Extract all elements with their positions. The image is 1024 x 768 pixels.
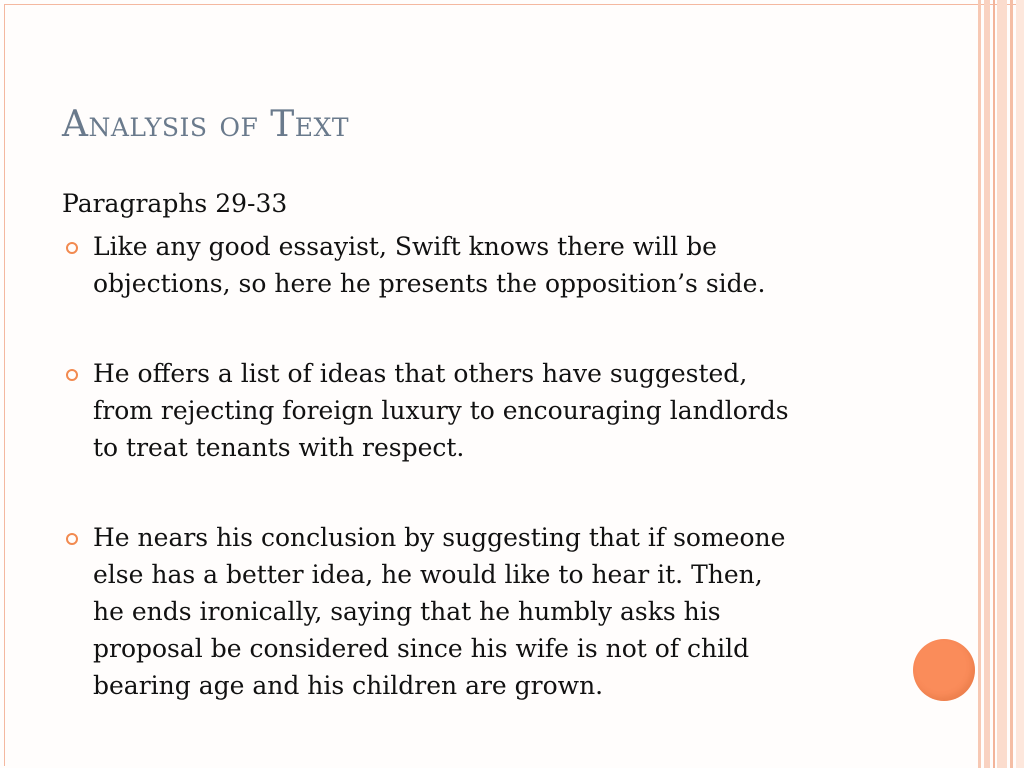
bullet-line: bearing age and his children are grown. — [93, 671, 604, 700]
bullet-line: else has a better idea, he would like to hear it. Then, — [93, 560, 763, 589]
decorative-band — [1016, 0, 1024, 768]
bullet-line: objections, so here he presents the opposition’s side. — [93, 269, 766, 298]
bullet-line: to treat tenants with respect. — [93, 433, 465, 462]
bullet-line: from rejecting foreign luxury to encouraging landlords — [93, 396, 789, 425]
decorative-band — [997, 0, 1007, 768]
bullet-circle-icon — [66, 533, 78, 545]
subheading: Paragraphs 29-33 — [62, 189, 288, 218]
decorative-band — [1010, 0, 1013, 768]
decorative-band — [984, 0, 990, 768]
bullet-line: proposal be considered since his wife is not of child — [93, 634, 750, 663]
bullet-circle-icon — [66, 242, 78, 254]
bullet-line: He offers a list of ideas that others have suggested, — [93, 359, 748, 388]
decorative-band — [993, 0, 995, 768]
bullet-item — [62, 228, 902, 302]
slide-title: Analysis of Text — [62, 104, 350, 145]
bullet-item — [62, 519, 902, 704]
slide-body — [62, 186, 902, 704]
bullet-circle-icon — [66, 369, 78, 381]
decorative-band — [978, 0, 981, 768]
bullet-item — [62, 355, 902, 466]
bullet-line: he ends ironically, saying that he humbly asks his — [93, 597, 721, 626]
bullet-line: He nears his conclusion by suggesting that if someone — [93, 523, 786, 552]
bullet-line: Like any good essayist, Swift knows there will be — [93, 232, 717, 261]
decorative-circle-icon — [913, 639, 975, 701]
